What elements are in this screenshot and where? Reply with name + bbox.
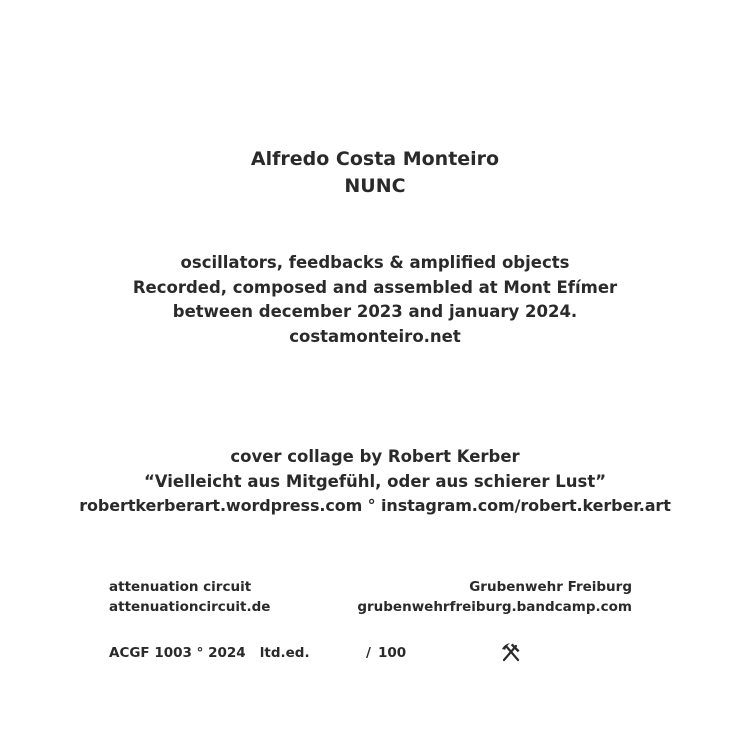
label-left-name: attenuation circuit (109, 579, 252, 595)
label-left-url: attenuationcircuit.de (109, 599, 271, 615)
label-right-url: grubenwehrfreiburg.bandcamp.com (357, 599, 632, 615)
artist-website: costamonteiro.net (289, 326, 461, 346)
album-title: NUNC (344, 175, 406, 197)
artist-name: Alfredo Costa Monteiro (250, 148, 500, 170)
label-attenuation-circuit (109, 577, 270, 617)
instruments-line: oscillators, feedbacks & amplified objects (180, 253, 570, 272)
cover-quote: “Vielleicht aus Mitgefühl, oder aus schierer Lust” (143, 471, 607, 491)
cover-credit-line: cover collage by Robert Kerber (230, 447, 520, 466)
title-block (0, 146, 750, 200)
cover-artist-links: robertkerberart.wordpress.com ° instagram.com/robert.kerber.art (79, 496, 671, 515)
hammer-and-pick-icon (499, 640, 523, 664)
dates-line: between december 2023 and january 2024. (172, 302, 578, 321)
credits-block (0, 251, 750, 349)
label-grubenwehr-freiburg (357, 577, 632, 617)
recorded-line: Recorded, composed and assembled at Mont Efímer (132, 277, 618, 297)
edition-slash: / (366, 645, 371, 661)
edition-total: 100 (377, 645, 407, 661)
label-right-name: Grubenwehr Freiburg (469, 579, 632, 595)
cover-credit-block (0, 445, 750, 519)
catalog-number: ACGF 1003 ° 2024 ltd.ed. (109, 645, 310, 661)
edition-count (366, 643, 406, 663)
